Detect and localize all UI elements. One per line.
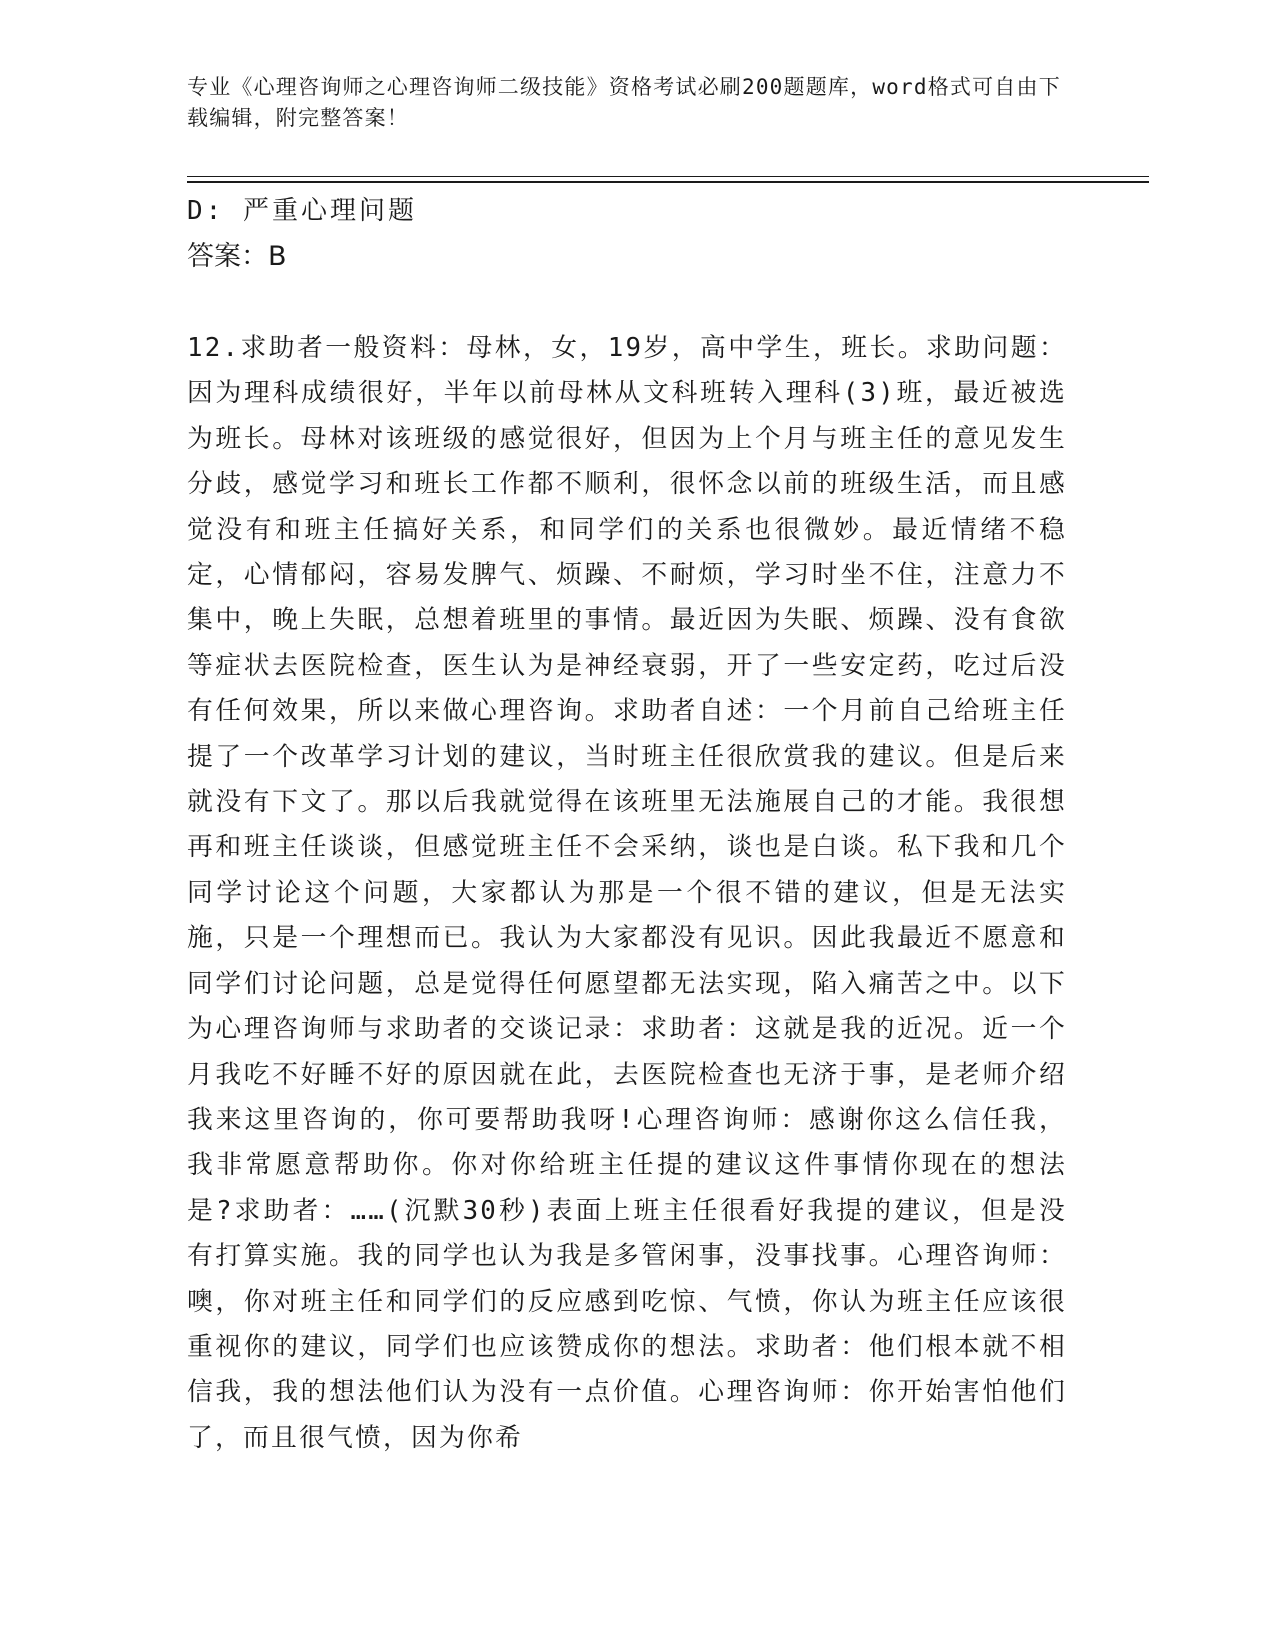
header-divider-thick xyxy=(187,181,1149,183)
question-12-text: 12.求助者一般资料：母林，女，19岁，高中学生，班长。求助问题：因为理科成绩很好，半年以前母林从文科班转入理科(3)班，最近被选为班长。母林对该班级的感觉很好，但因为上个月与班主任的意见发生分歧，感觉学习和班长工作都不顺利，很怀念以前的班级生活，而且感觉没有和班主任搞好关系，和同学们的关系也很微妙。最近情绪不稳定，心情郁闷，容易发脾气、烦躁、不耐烦，学习时坐不住，注意力不集中，晚上失眠，总想着班里的事情。最近因为失眠、烦躁、没有食欲等症状去医院检查，医生认为是神经衰弱，开了一些安定药，吃过后没有任何效果，所以来做心理咨询。求助者自述：一个月前自己给班主任提了一个改革学习计划的建议，当时班主任很欣赏我的建议。但是后来就没有下文了。那以后我就觉得在该班里无法施展自己的才能。我很想再和班主任谈谈，但感觉班主任不会采纳，谈也是白谈。私下我和几个同学讨论这个问题，大家都认为那是一个很不错的建议，但是无法实施，只是一个理想而已。我认为大家都没有见识。因此我最近不愿意和同学们讨论问题，总是觉得任何愿望都无法实现，陷入痛苦之中。以下为心理咨询师与求助者的交谈记录：求助者：这就是我的近况。近一个月我吃不好睡不好的原因就在此，去医院检查也无济于事，是老师介绍我来这里咨询的，你可要帮助我呀!心理咨询师：感谢你这么信任我，我非常愿意帮助你。你对你给班主任提的建议这件事情你现在的想法是?求助者：……(沉默30秒)表面上班主任很看好我提的建议，但是没有打算实施。我的同学也认为我是多管闲事，没事找事。心理咨询师：噢，你对班主任和同学们的反应感到吃惊、气愤，你认为班主任应该很重视你的建议，同学们也应该赞成你的想法。求助者：他们根本就不相信我，我的想法他们认为没有一点价值。心理咨询师：你开始害怕他们了，而且很气愤，因为你希 xyxy=(187,333,1067,1453)
page-header-title: 专业《心理咨询师之心理咨询师二级技能》资格考试必刷200题题库，word格式可自由下载编辑，附完整答案！ xyxy=(187,75,1061,130)
option-d: D: 严重心理问题 xyxy=(187,196,417,226)
answer-label: 答案：B xyxy=(187,241,287,272)
header-divider-thin xyxy=(187,176,1149,177)
